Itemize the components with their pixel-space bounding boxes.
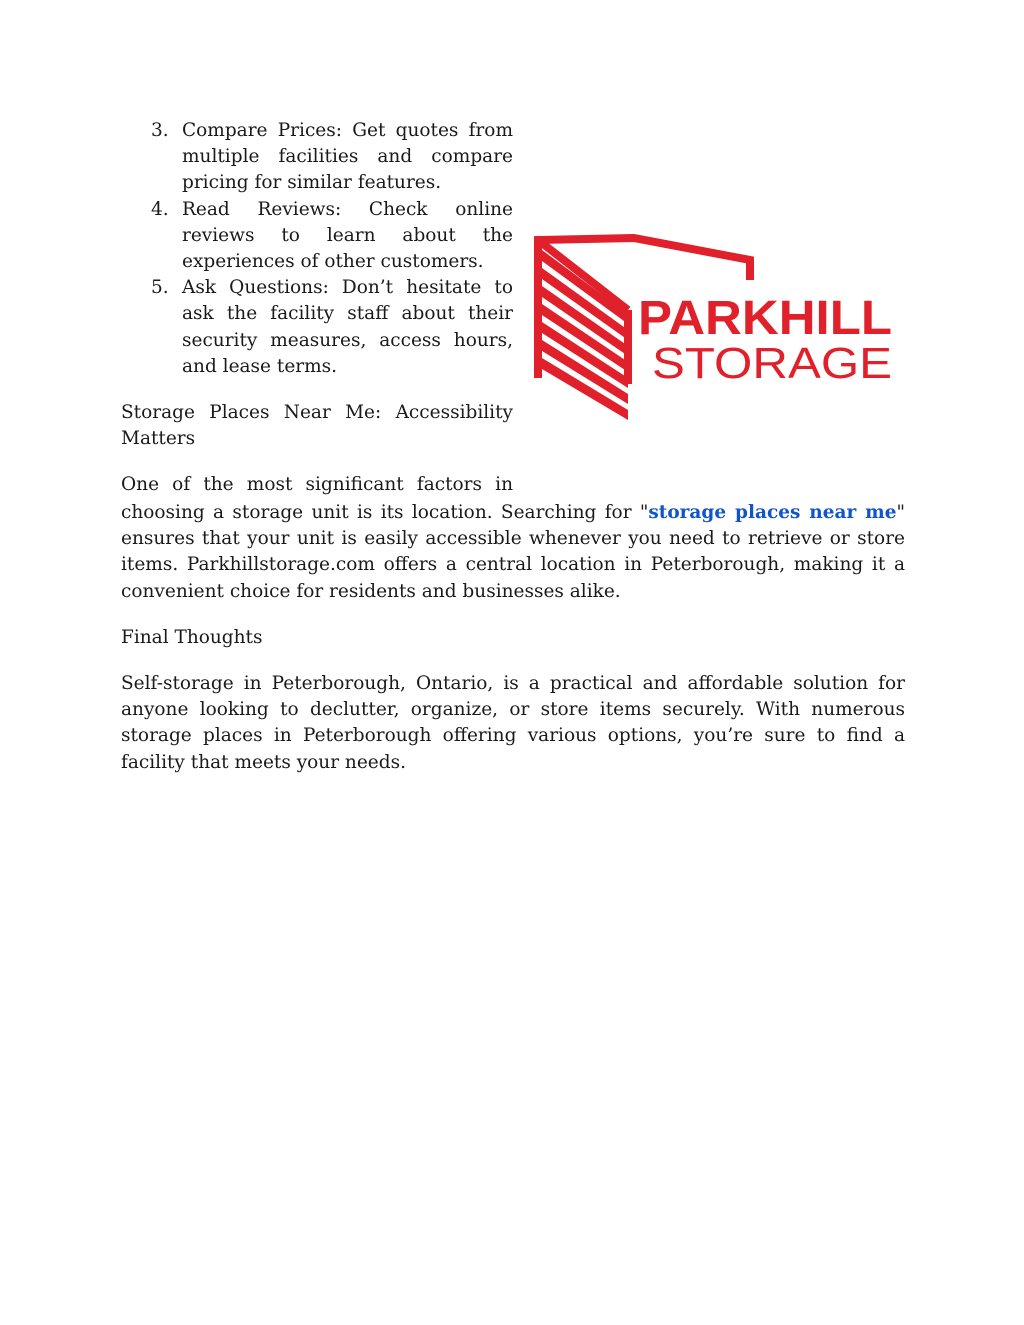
tips-list: [121, 118, 513, 380]
list-item: [121, 118, 513, 197]
list-text: Ask Questions: Don’t hesitate to ask the facility staff about their security measures, access hours, and lease terms.: [182, 277, 513, 377]
parkhill-storage-logo: [528, 120, 904, 492]
list-text: Read Reviews: Check online reviews to learn about the experiences of other customers.: [182, 198, 513, 273]
paragraph-text: " ensures that your unit is easily accessible whenever you need to retrieve or store items. Parkhillstorage.com offers a central location in Peterborough, making it a convenient choice for residents and businesses alike.: [121, 502, 905, 602]
logo-word-parkhill: PARKHILL: [638, 292, 892, 345]
section-heading-final: Final Thoughts: [121, 627, 263, 648]
list-number: 4.: [151, 198, 169, 220]
list-item: [121, 275, 513, 380]
list-number: 3.: [151, 120, 169, 141]
logo-word-storage: STORAGE: [652, 339, 892, 388]
paragraph-accessibility: [121, 500, 905, 605]
paragraph-final: Self-storage in Peterborough, Ontario, is a practical and affordable solution for anyone looking to declutter, organize, or store items securely. With numerous storage places in Peterborough offering various options, you’re sure to find a facility that meets your needs.: [121, 673, 905, 773]
paragraph-intro-line: One of the most significant factors in: [121, 474, 513, 496]
paragraph-text: choosing a storage unit is its location. Searching for ": [121, 502, 649, 523]
list-item: [121, 197, 513, 276]
list-number: 5.: [151, 277, 169, 299]
storage-places-link[interactable]: storage places near me: [648, 502, 897, 523]
storage-unit-icon: [528, 120, 904, 492]
section-heading-accessibility: Storage Places Near Me: Accessibility Matters: [121, 402, 513, 450]
left-column: [121, 118, 513, 499]
list-text: Compare Prices: Get quotes from multiple facilities and compare pricing for similar features.: [182, 120, 513, 194]
